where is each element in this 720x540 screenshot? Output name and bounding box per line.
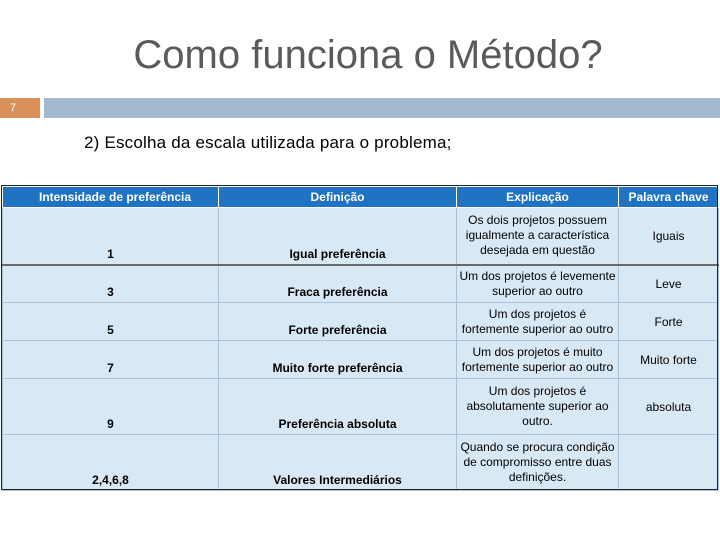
definition-cell: Preferência absoluta (219, 379, 457, 435)
table-row (3, 208, 719, 265)
definition-cell: Forte preferência (219, 303, 457, 341)
keyword-cell: Forte (619, 303, 719, 341)
definition-cell: Igual preferência (219, 208, 457, 265)
explanation-cell: Quando se procura condição de compromisso entre duas definições. (457, 435, 619, 491)
explanation-cell: Um dos projetos é muito fortemente superior ao outro (457, 341, 619, 379)
definition-cell: Fraca preferência (219, 265, 457, 303)
intensity-cell: 5 (3, 303, 219, 341)
intensity-cell: 3 (3, 265, 219, 303)
keyword-cell: Leve (619, 265, 719, 303)
table-row (3, 265, 719, 303)
slide-number-badge (0, 98, 40, 118)
keyword-cell: Iguais (619, 208, 719, 265)
explanation-cell: Um dos projetos é fortemente superior ao outro (457, 303, 619, 341)
table-row (3, 303, 719, 341)
slide-subtitle: 2) Escolha da escala utilizada para o problema; (84, 133, 452, 152)
header-definition: Definição (219, 187, 457, 208)
table-row (3, 379, 719, 435)
preference-scale-table (2, 186, 719, 491)
table-row (3, 435, 719, 491)
explanation-cell: Os dois projetos possuem igualmente a característica desejada em questão (457, 208, 619, 265)
table-header-row (3, 187, 719, 208)
definition-cell: Valores Intermediários (219, 435, 457, 491)
keyword-cell: absoluta (619, 379, 719, 435)
keyword-cell: Muito forte (619, 341, 719, 379)
explanation-cell: Um dos projetos é absolutamente superior ao outro. (457, 379, 619, 435)
intensity-cell: 2,4,6,8 (3, 435, 219, 491)
intensity-cell: 1 (3, 208, 219, 265)
header-explanation: Explicação (457, 187, 619, 208)
explanation-cell: Um dos projetos é levemente superior ao outro (457, 265, 619, 303)
intensity-cell: 7 (3, 341, 219, 379)
table-row (3, 341, 719, 379)
keyword-cell (619, 435, 719, 491)
header-keyword: Palavra chave (619, 187, 719, 208)
slide-title: Como funciona o Método? (133, 33, 603, 77)
slide-number: 7 (10, 102, 17, 114)
header-intensity: Intensidade de preferência (3, 187, 219, 208)
intensity-cell: 9 (3, 379, 219, 435)
definition-cell: Muito forte preferência (219, 341, 457, 379)
title-rule-bar (44, 98, 720, 118)
